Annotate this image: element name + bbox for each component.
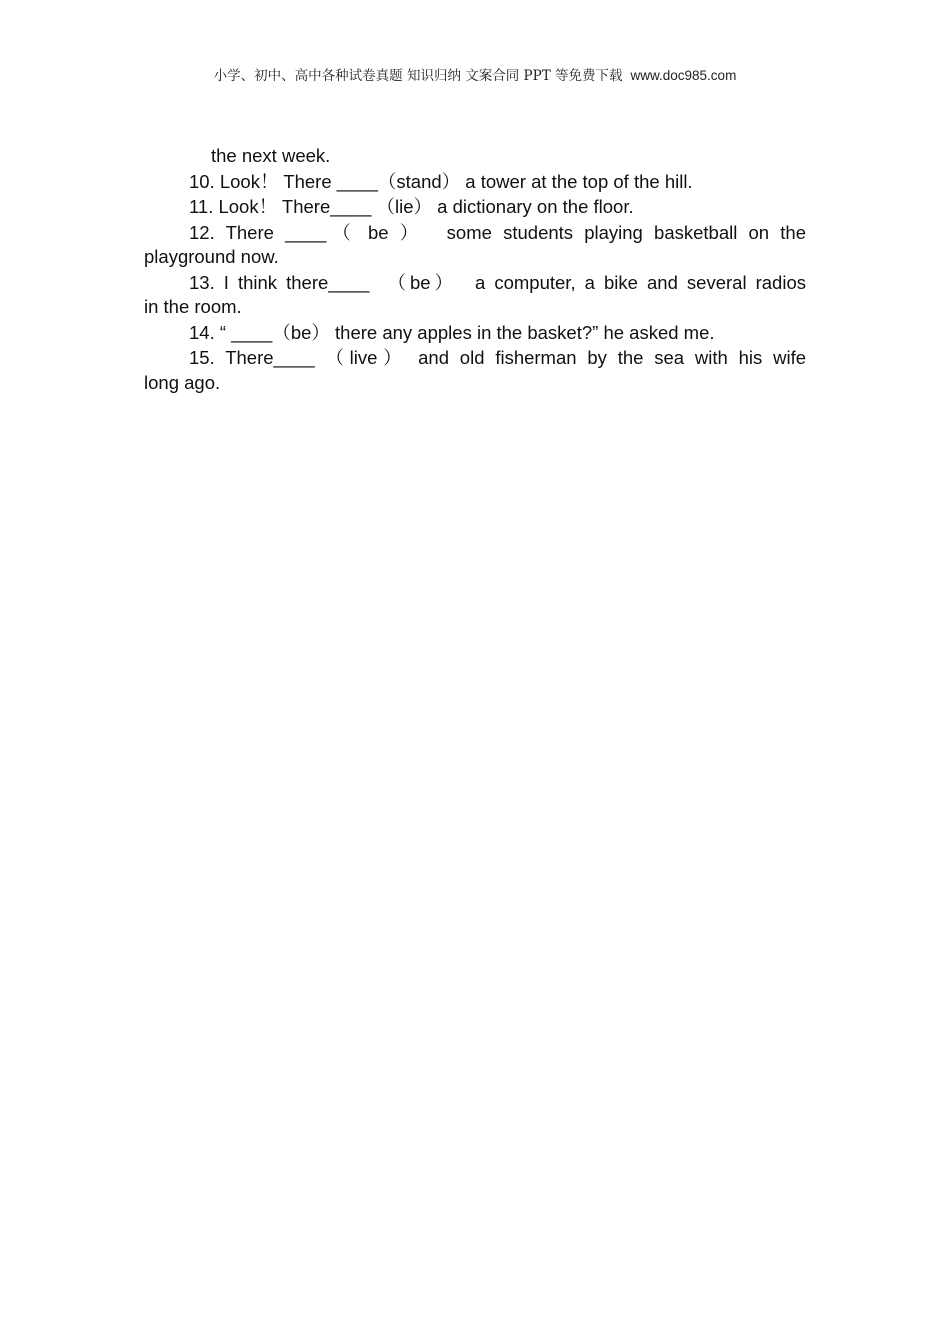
- header-site: www.doc985.com: [630, 68, 737, 83]
- question-line-wrap: in the room.: [144, 296, 242, 317]
- question-line: 14. “ ____（be） there any apples in the basket?” he asked me.: [189, 321, 715, 343]
- question-14: [144, 321, 806, 346]
- question-line: 10. Look！ There ____（stand） a tower at the top of the hill.: [189, 170, 693, 192]
- page-header: [0, 64, 950, 84]
- question-line: 15. There____ （live） and old fisherman by the sea with his wife: [189, 347, 806, 368]
- question-12: [144, 221, 806, 270]
- question-15: [144, 346, 806, 395]
- question-line-wrap: long ago.: [144, 371, 221, 393]
- question-11: [144, 195, 806, 220]
- question-line: 12. There ____（ be ） some students playing basketball on the: [189, 221, 806, 243]
- continuation-line: the next week.: [211, 145, 331, 166]
- exercise-content: [144, 144, 806, 395]
- question-line-wrap: playground now.: [144, 246, 279, 267]
- header-text: 小学、初中、高中各种试卷真题 知识归纳 文案合同 PPT 等免费下载: [213, 68, 623, 84]
- question-line: 11. Look！ There____ （lie） a dictionary on the floor.: [189, 196, 634, 217]
- question-13: [144, 271, 806, 320]
- question-10: [144, 170, 806, 195]
- question-line: 13. I think there____ （be） a computer, a bike and several radios: [189, 271, 806, 293]
